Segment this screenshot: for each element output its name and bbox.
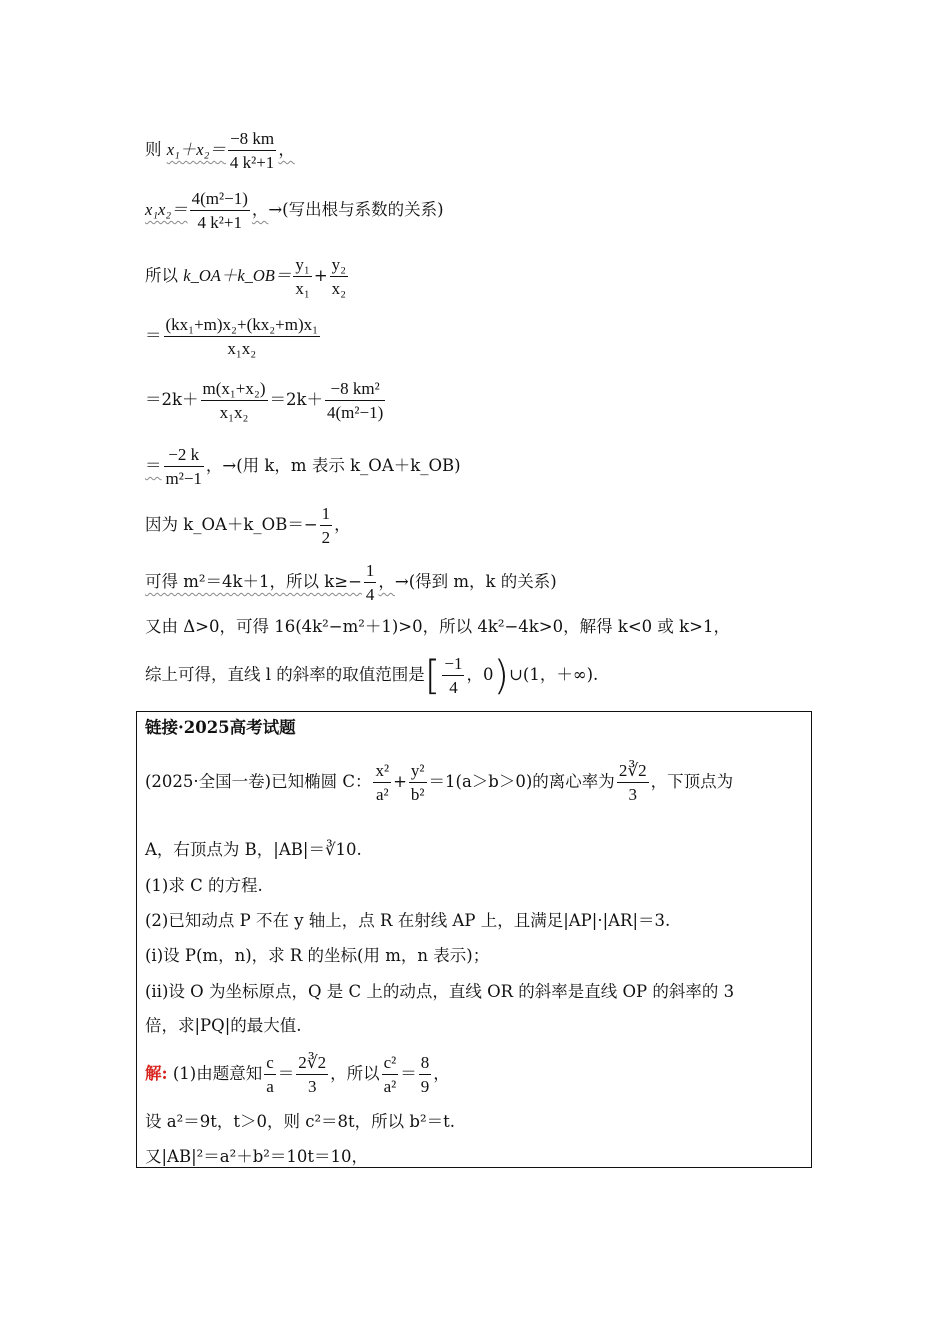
fraction: $\frac{\text{c²}}{\text{a²}}$ [383,1053,397,1096]
text: ＝2k＋ [145,390,199,409]
line-2 [145,188,444,233]
product-expr: x₁x₂＝ $\frac{\text{4(m²−1)}}{\text{4 k²+1}}$ ， [145,189,269,232]
question-part-2-i: (ⅰ)设 P(m，n)，求 R 的坐标(用 m，n 表示)； [145,946,490,965]
text: 又由 Δ>0，可得 16(4k²−m²＋1)>0，所以 4k²−4k>0，解得 k<0 或 k>1， [145,617,730,636]
text: ＝ [145,326,162,345]
math: k_OA＋k_OB＝ [183,266,292,285]
line-9 [145,616,730,638]
question-part-2-ii: (ⅱ)设 O 为坐标原点，Q 是 C 上的动点，直线 OR 的斜率是直线 OP 的斜率的 3 [145,982,735,1001]
fraction: $\frac{-2 k}{\text{m²−1}}$ [165,445,202,488]
text: + [313,266,328,285]
result-expr: ＝ $\frac{-2 k}{\text{m²−1}}$ [145,445,202,488]
text: ∪(1，＋∞). [509,665,599,684]
text: ＝ [277,1064,295,1083]
fraction: $\frac{2∛2}{3}$ [298,1053,327,1096]
annotation-note: →(得到 m，k 的关系) [394,572,557,591]
question-part-2: (2)已知动点 P 不在 y 轴上，点 R 在射线 AP 上，且满足|AP|·|AR|＝3. [145,911,671,930]
box-header: 链接·2025高考试题 [145,718,296,737]
line-6 [145,444,461,489]
line-8 [145,560,557,605]
question-part-1: (1)求 C 的方程. [145,876,263,895]
text: 所以 [145,266,184,285]
text: 则 [145,140,167,159]
annotation-note: →(用 k，m 表示 k_OA＋k_OB) [222,456,461,475]
question-part-2-ii-cont: 倍，求|PQ|的最大值. [145,1016,302,1035]
solution-line-2: 设 a²＝9t，t＞0，则 c²＝8t，所以 b²＝t. [145,1112,455,1131]
left-bracket: [ [424,652,441,699]
solution-label: 解: [145,1064,168,1083]
question-line-2: A，右顶点为 B，|AB|＝∛10. [145,840,362,859]
line-5 [145,378,387,423]
text: ， [334,515,351,534]
fraction: $\frac{2∛2}{3}$ [618,761,647,804]
line-7 [145,503,351,548]
text: 综上可得，直线 l 的斜率的取值范围是 [145,665,425,684]
fraction: $\frac{1}{2}$ [321,504,331,547]
question-line-1 [145,760,733,805]
fraction: $\frac{c}{a}$ [266,1053,274,1096]
fraction: $\frac{-1}{4}$ [444,654,463,697]
fraction: $\frac{\text{4(m²−1)}}{\text{4 k²+1}}$ [191,189,248,232]
fraction: $\frac{-8 km}{\text{4 k²+1}}$ [229,129,275,172]
solution-line-1 [145,1052,450,1097]
text: ，下顶点为 [650,772,734,791]
text: ， [433,1064,450,1083]
text: ＝2k＋ [269,390,323,409]
text: ，0 [466,665,494,684]
fraction: $\frac{1}{4}$ [365,561,375,604]
fraction: $\frac{\text{−8 km²}}{\text{4(m²−1)}}$ [327,379,384,422]
fraction: $\frac{\text{y₁}}{\text{x₁}}$ [295,255,310,298]
fraction: $\frac{\text{y₂}}{\text{x₂}}$ [331,255,347,298]
fraction: $\frac{8}{9}$ [420,1053,430,1096]
right-paren: ) [493,652,510,699]
fraction: $\frac{\text{(kx₁+m)x₂+(kx₂+m)x₁}}{\text{x₁x₂}}$ [165,315,319,358]
line-3 [145,254,350,299]
text: ，所以 [330,1064,380,1083]
sum-expr: x₁＋x₂＝ $\frac{-8 km}{\text{4 k²+1}}$ ， [166,129,295,172]
solution-line-3: 又|AB|²＝a²＋b²＝10t＝10， [145,1147,369,1166]
text: ， [205,456,223,475]
text: ＝1(a＞b＞0)的离心率为 [428,772,615,791]
text: ＝ [400,1064,417,1083]
relation-expr: 可得 m²＝4k＋1，所以 k≥− $\frac{1}{4}$ ， [145,561,395,604]
line-1 [145,128,295,173]
text: 因为 k_OA＋k_OB＝− [145,515,318,534]
text: (2025·全国一卷)已知椭圆 C： [145,772,372,791]
annotation-note: →(写出根与系数的关系) [268,200,444,219]
text: (1)由题意知 [167,1064,263,1083]
fraction: $\frac{\text{y²}}{\text{b²}}$ [410,761,425,804]
text: + [393,772,407,791]
fraction: $\frac{\text{x²}}{\text{a²}}$ [375,761,390,804]
line-10 [145,653,598,698]
line-4 [145,314,322,359]
fraction: $\frac{\text{m(x₁+x₂)}}{\text{x₁x₂}}$ [202,379,266,422]
